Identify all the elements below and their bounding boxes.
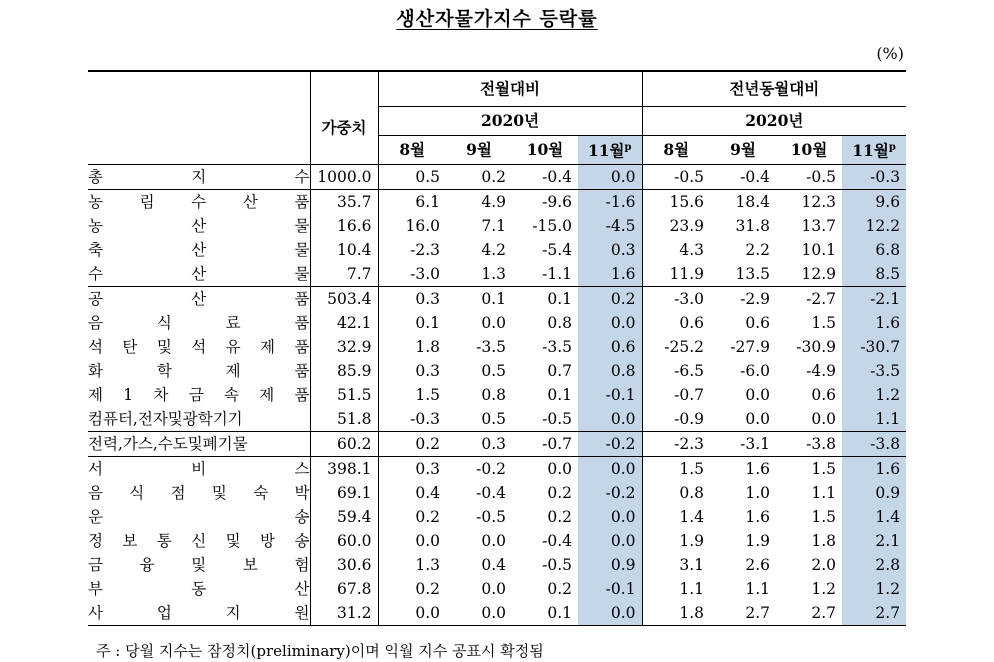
yoy-value-cell: -0.7 (674, 386, 705, 404)
row-label-text: 농 산 물 (88, 217, 310, 235)
mom-value-cell: 0.4 (481, 556, 506, 574)
table-row (88, 407, 906, 432)
row-label (88, 287, 310, 312)
month-text: 8월 (663, 140, 690, 159)
mom-value-cell: 0.3 (578, 238, 642, 262)
weight-cell: 10.4 (310, 238, 378, 262)
mom-value-cell: -2.3 (410, 241, 440, 259)
mom-value-cell: 1.3 (415, 556, 440, 574)
mom-value-cell: 0.0 (446, 601, 512, 626)
yoy-value-cell: -3.0 (642, 287, 710, 312)
row-label-text: 사 업 지 원 (88, 604, 310, 622)
yoy-value-cell: 0.6 (679, 314, 705, 332)
row-label-text: 음 식 료 품 (88, 314, 310, 332)
yoy-value-cell: -2.9 (710, 287, 776, 312)
yoy-value-cell: 15.6 (642, 190, 710, 215)
mom-value-cell: 0.0 (481, 532, 506, 550)
mom-value-cell: -1.6 (578, 190, 642, 215)
row-label-text: 공 산 품 (88, 290, 310, 308)
header-yoy-month-1 (642, 136, 710, 165)
mom-value-cell: 0.0 (378, 601, 446, 626)
table-row (88, 287, 906, 312)
mom-value-cell: -0.4 (476, 484, 506, 502)
yoy-value-cell: 12.9 (801, 265, 837, 283)
yoy-value-cell: 1.8 (642, 601, 710, 626)
month-text: 11월 (587, 141, 625, 161)
mom-value-cell: 0.2 (578, 287, 642, 312)
mom-value-cell: 0.3 (446, 432, 512, 457)
row-label (88, 214, 310, 238)
mom-value-cell: 0.0 (578, 505, 642, 529)
yoy-value-cell: 1.2 (811, 580, 837, 598)
mom-value-cell: 0.0 (578, 601, 642, 626)
yoy-value-cell: 11.9 (669, 265, 705, 283)
yoy-value-cell: 1.0 (745, 484, 771, 502)
row-label (88, 262, 310, 287)
month-text: 8월 (399, 140, 426, 159)
yoy-value-cell: 8.5 (842, 262, 906, 287)
row-label-text: 축 산 물 (88, 241, 310, 259)
mom-value-cell: -5.4 (542, 241, 572, 259)
table-row (88, 577, 906, 601)
row-label-text: 금 융 및 보 험 (88, 556, 310, 574)
row-label-text: 제 1 차 금 속 제 품 (88, 386, 310, 404)
yoy-value-cell: 18.4 (710, 190, 776, 215)
mom-value-cell: -0.3 (410, 410, 440, 428)
weight-cell: 31.2 (310, 601, 378, 626)
mom-value-cell: 0.3 (415, 362, 440, 380)
yoy-value-cell: 1.5 (642, 457, 710, 482)
mom-value-cell: 0.5 (481, 410, 506, 428)
mom-value-cell: -0.5 (542, 410, 572, 428)
yoy-value-cell: 1.1 (679, 580, 705, 598)
mom-value-cell: 0.1 (446, 287, 512, 312)
row-label-text: 전력,가스,수도및폐기물 (88, 435, 248, 453)
weight-cell: 85.9 (310, 359, 378, 383)
yoy-value-cell: 1.5 (811, 508, 837, 526)
mom-value-cell: 7.1 (481, 217, 506, 235)
yoy-value-cell: 1.4 (679, 508, 705, 526)
weight-cell: 42.1 (310, 311, 378, 335)
footnote: 주 : 당월 지수는 잠정치(preliminary)이며 익월 지수 공표시 확정됨 (96, 642, 544, 660)
header-yoy-month-4 (842, 136, 906, 165)
yoy-value-cell: 2.2 (745, 241, 771, 259)
mom-value-cell: -0.2 (578, 481, 642, 505)
yoy-value-cell: -2.3 (642, 432, 710, 457)
mom-value-cell: 16.0 (405, 217, 440, 235)
row-label (88, 481, 310, 505)
yoy-value-cell: 1.2 (842, 383, 906, 407)
mom-value-cell: 1.8 (415, 338, 440, 356)
yoy-value-cell: 2.8 (842, 553, 906, 577)
yoy-value-cell: -0.5 (674, 168, 705, 186)
mom-value-cell: -0.2 (578, 432, 642, 457)
mom-value-cell: 0.2 (547, 484, 572, 502)
mom-value-cell: -0.4 (542, 532, 572, 550)
yoy-value-cell: 0.0 (745, 386, 771, 404)
ppi-table (88, 70, 906, 626)
mom-value-cell: 0.2 (415, 580, 440, 598)
header-mom-month-3 (512, 136, 578, 165)
yoy-value-cell: 1.5 (776, 457, 842, 482)
row-label (88, 432, 310, 457)
yoy-value-cell: 1.1 (745, 580, 771, 598)
table-row (88, 383, 906, 407)
table-row (88, 335, 906, 359)
yoy-value-cell: 2.7 (710, 601, 776, 626)
mom-value-cell: -0.1 (578, 383, 642, 407)
row-label-text: 수 산 물 (88, 265, 310, 283)
table-row (88, 601, 906, 626)
yoy-value-cell: -6.5 (674, 362, 705, 380)
mom-value-cell: 6.1 (378, 190, 446, 215)
yoy-value-cell: 1.5 (811, 314, 837, 332)
weight-cell: 51.5 (310, 383, 378, 407)
row-label-text: 컴퓨터,전자및광학기기 (88, 410, 243, 428)
yoy-value-cell: 12.2 (842, 214, 906, 238)
yoy-value-cell: -0.9 (674, 410, 705, 428)
header-yoy-month-3 (776, 136, 842, 165)
yoy-value-cell: -6.0 (740, 362, 771, 380)
mom-value-cell: 0.5 (481, 362, 506, 380)
yoy-value-cell: 1.9 (745, 532, 771, 550)
yoy-value-cell: 0.9 (842, 481, 906, 505)
yoy-value-cell: -4.9 (806, 362, 837, 380)
mom-value-cell: 0.8 (547, 314, 572, 332)
yoy-value-cell: -27.9 (730, 338, 771, 356)
month-text: 11월 (852, 141, 889, 161)
yoy-value-cell: 1.6 (745, 508, 771, 526)
table-row (88, 238, 906, 262)
yoy-value-cell: 1.6 (842, 457, 906, 482)
row-label-text: 정 보 통 신 및 방 송 (88, 532, 310, 550)
mom-value-cell: 0.0 (512, 457, 578, 482)
weight-cell: 35.7 (310, 190, 378, 215)
weight-cell: 16.6 (310, 214, 378, 238)
header-mom-month-4 (578, 136, 642, 165)
yoy-value-cell: -0.5 (806, 168, 837, 186)
month-text: 9월 (730, 140, 756, 159)
mom-value-cell: 0.2 (547, 508, 572, 526)
yoy-value-cell: -2.1 (842, 287, 906, 312)
row-label (88, 601, 310, 626)
mom-value-cell: 0.0 (481, 314, 506, 332)
weight-cell: 67.8 (310, 577, 378, 601)
row-label (88, 359, 310, 383)
header-mom-month-1 (378, 136, 446, 165)
yoy-value-cell: 1.1 (811, 484, 837, 502)
mom-value-cell: 0.1 (512, 287, 578, 312)
row-label (88, 335, 310, 359)
yoy-value-cell: 31.8 (735, 217, 771, 235)
month-text: 9월 (466, 140, 492, 159)
mom-value-cell: 0.2 (481, 168, 506, 186)
row-label-text: 총 지 수 (88, 168, 310, 186)
mom-value-cell: 1.6 (578, 262, 642, 287)
table-row (88, 481, 906, 505)
mom-value-cell: 0.3 (378, 457, 446, 482)
preliminary-mark: p (624, 142, 632, 154)
row-label (88, 165, 310, 190)
header-category-blank (88, 71, 310, 165)
header-yoy-month-2 (710, 136, 776, 165)
row-label-text: 농 림 수 산 품 (88, 193, 310, 211)
mom-value-cell: 0.9 (578, 553, 642, 577)
row-label (88, 238, 310, 262)
mom-value-cell: -0.7 (512, 432, 578, 457)
mom-value-cell: 0.0 (578, 529, 642, 553)
yoy-value-cell: 2.1 (842, 529, 906, 553)
yoy-value-cell: 0.0 (811, 410, 837, 428)
preliminary-mark: p (888, 142, 896, 154)
mom-value-cell: 1.5 (415, 386, 440, 404)
row-label (88, 190, 310, 215)
yoy-value-cell: 2.7 (776, 601, 842, 626)
weight-cell: 7.7 (310, 262, 378, 287)
row-label-text: 서 비 스 (88, 460, 310, 478)
mom-value-cell: 0.8 (481, 386, 506, 404)
mom-value-cell: 0.6 (578, 335, 642, 359)
row-label (88, 529, 310, 553)
mom-value-cell: 4.2 (481, 241, 506, 259)
mom-value-cell: 0.0 (415, 532, 440, 550)
table-row (88, 553, 906, 577)
mom-value-cell: 0.0 (578, 407, 642, 432)
mom-value-cell: 0.2 (547, 580, 572, 598)
weight-cell: 60.2 (310, 432, 378, 457)
mom-value-cell: 4.9 (446, 190, 512, 215)
mom-value-cell: -3.0 (410, 265, 440, 283)
mom-value-cell: 1.3 (481, 265, 506, 283)
yoy-value-cell: 1.6 (842, 311, 906, 335)
header-mom-month-2 (446, 136, 512, 165)
table-row (88, 457, 906, 482)
yoy-value-cell: -0.4 (740, 168, 771, 186)
row-label (88, 553, 310, 577)
table-row (88, 529, 906, 553)
yoy-value-cell: 2.6 (745, 556, 771, 574)
yoy-value-cell: -2.7 (776, 287, 842, 312)
weight-cell: 60.0 (310, 529, 378, 553)
row-label (88, 311, 310, 335)
header-yoy: 전년동월대비 (642, 71, 906, 107)
mom-value-cell: -0.5 (476, 508, 506, 526)
yoy-value-cell: -30.9 (796, 338, 837, 356)
yoy-value-cell: 0.6 (811, 386, 837, 404)
yoy-value-cell: 1.8 (811, 532, 837, 550)
yoy-value-cell: 13.5 (735, 265, 771, 283)
yoy-value-cell: 13.7 (801, 217, 837, 235)
yoy-value-cell: 2.0 (811, 556, 837, 574)
mom-value-cell: -15.0 (532, 217, 572, 235)
mom-value-cell: -0.4 (542, 168, 572, 186)
yoy-value-cell: 6.8 (842, 238, 906, 262)
header-weight: 가중치 (310, 71, 378, 165)
weight-cell: 30.6 (310, 553, 378, 577)
row-label (88, 383, 310, 407)
yoy-value-cell: 1.1 (842, 407, 906, 432)
mom-value-cell: 0.0 (578, 457, 642, 482)
yoy-value-cell: -3.5 (842, 359, 906, 383)
mom-value-cell: 0.0 (578, 165, 642, 190)
mom-value-cell: -4.5 (578, 214, 642, 238)
mom-value-cell: 0.2 (378, 432, 446, 457)
weight-cell: 32.9 (310, 335, 378, 359)
weight-cell: 503.4 (310, 287, 378, 312)
row-label (88, 505, 310, 529)
header-mom: 전월대비 (378, 71, 642, 107)
yoy-value-cell: 1.6 (710, 457, 776, 482)
row-label (88, 577, 310, 601)
table-row (88, 505, 906, 529)
mom-value-cell: 0.4 (415, 484, 440, 502)
yoy-value-cell: 1.4 (842, 505, 906, 529)
yoy-value-cell: -0.3 (842, 165, 906, 190)
mom-value-cell: 0.5 (415, 168, 440, 186)
header-mom-year: 2020년 (378, 107, 642, 136)
yoy-value-cell: -3.8 (776, 432, 842, 457)
table-row (88, 359, 906, 383)
mom-value-cell: -0.5 (542, 556, 572, 574)
mom-value-cell: -0.1 (578, 577, 642, 601)
mom-value-cell: -0.2 (446, 457, 512, 482)
yoy-value-cell: 12.3 (776, 190, 842, 215)
table-row (88, 165, 906, 190)
mom-value-cell: 0.3 (378, 287, 446, 312)
yoy-value-cell: 2.7 (842, 601, 906, 626)
yoy-value-cell: 0.0 (745, 410, 771, 428)
mom-value-cell: 0.2 (415, 508, 440, 526)
table-row (88, 311, 906, 335)
yoy-value-cell: -25.2 (664, 338, 705, 356)
mom-value-cell: 0.1 (512, 601, 578, 626)
mom-value-cell: 0.7 (547, 362, 572, 380)
mom-value-cell: -9.6 (512, 190, 578, 215)
yoy-value-cell: 10.1 (801, 241, 837, 259)
header-yoy-year: 2020년 (642, 107, 906, 136)
yoy-value-cell: 23.9 (669, 217, 705, 235)
mom-value-cell: -3.5 (542, 338, 572, 356)
unit-label: (%) (876, 44, 904, 63)
yoy-value-cell: 0.6 (745, 314, 771, 332)
row-label-text: 석 탄 및 석 유 제 품 (88, 338, 310, 356)
yoy-value-cell: 1.2 (842, 577, 906, 601)
weight-cell: 398.1 (310, 457, 378, 482)
yoy-value-cell: 4.3 (679, 241, 705, 259)
yoy-value-cell: -3.8 (842, 432, 906, 457)
mom-value-cell: 0.8 (578, 359, 642, 383)
yoy-value-cell: -3.1 (710, 432, 776, 457)
yoy-value-cell: 0.8 (679, 484, 705, 502)
weight-cell: 59.4 (310, 505, 378, 529)
table-row (88, 214, 906, 238)
mom-value-cell: -1.1 (542, 265, 572, 283)
row-label-text: 부 동 산 (88, 580, 310, 598)
mom-value-cell: 0.0 (481, 580, 506, 598)
weight-cell: 1000.0 (310, 165, 378, 190)
month-text: 10월 (790, 140, 828, 159)
table-row (88, 190, 906, 215)
yoy-value-cell: 9.6 (842, 190, 906, 215)
table-row (88, 262, 906, 287)
row-label-text: 운 송 (88, 508, 310, 526)
mom-value-cell: 0.1 (415, 314, 440, 332)
mom-value-cell: 0.0 (578, 311, 642, 335)
mom-value-cell: -3.5 (476, 338, 506, 356)
page-title: 생산자물가지수 등락률 (396, 8, 598, 30)
yoy-value-cell: -30.7 (842, 335, 906, 359)
table-row (88, 432, 906, 457)
row-label-text: 화 학 제 품 (88, 362, 310, 380)
weight-cell: 69.1 (310, 481, 378, 505)
row-label-text: 음 식 점 및 숙 박 (88, 484, 310, 502)
month-text: 10월 (526, 140, 564, 159)
weight-cell: 51.8 (310, 407, 378, 432)
yoy-value-cell: 3.1 (679, 556, 705, 574)
row-label (88, 407, 310, 432)
yoy-value-cell: 1.9 (679, 532, 705, 550)
mom-value-cell: 0.1 (547, 386, 572, 404)
row-label (88, 457, 310, 482)
